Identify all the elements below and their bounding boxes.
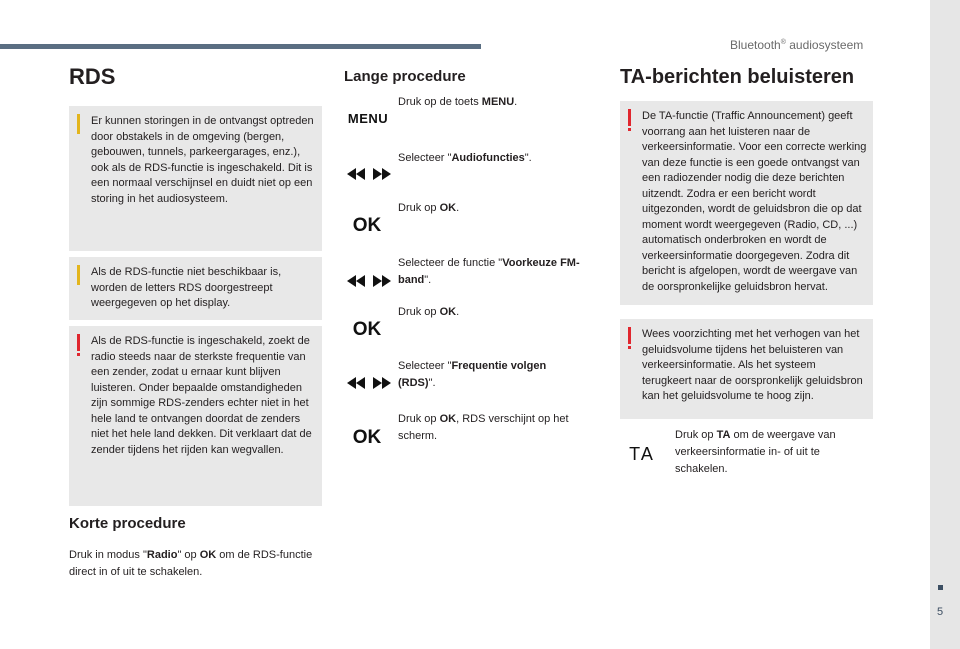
section-header: Bluetooth® audiosysteem xyxy=(730,38,864,52)
ok-button-icon: OK xyxy=(352,319,382,340)
info-icon xyxy=(77,265,80,285)
page-number: 5 xyxy=(937,606,944,618)
ta-warning-note-1 xyxy=(620,101,873,305)
lange-procedure-heading: Lange procedure xyxy=(344,68,466,85)
rds-heading: RDS xyxy=(69,64,116,89)
korte-procedure-text: Druk in modus "Radio" op OK om de RDS-functie direct in of uit te schakelen. xyxy=(69,549,313,578)
rds-warning-note xyxy=(69,326,322,506)
left-right-arrows-icon xyxy=(347,275,391,287)
step-7-text: Druk op OK, RDS verschijnt op het scherm. xyxy=(398,413,569,442)
left-right-arrows-icon xyxy=(347,168,391,180)
step-3-text: Druk op OK. xyxy=(398,202,460,214)
ta-step-text: Druk op TA om de weergave van verkeersinformatie in- of uit te schakelen. xyxy=(675,429,836,475)
menu-button-icon: MENU xyxy=(347,111,389,126)
note-text: Er kunnen storingen in de ontvangst optreden door obstakels in de omgeving (bergen, gebouwen, tunnels, parkeergarages, enz.), ook als de RDS-functie is ingeschakeld. Dit is een normaal verschijnsel en duidt niet op een storing in het audiosysteem. xyxy=(91,115,314,205)
warning-icon xyxy=(628,327,631,344)
header-rule xyxy=(0,44,481,49)
rds-info-note-2 xyxy=(69,257,322,320)
ta-warning-note-2 xyxy=(620,319,873,419)
continuation-marker xyxy=(938,585,943,590)
ok-button-icon: OK xyxy=(352,427,382,448)
note-text: Wees voorzichting met het verhogen van het geluidsvolume tijdens het beluisteren van verkeersinformatie. Als het systeem terugkeert naar de oorspronkelijk geluidsbron kan het geluidsvolume te hoog zijn. xyxy=(642,328,863,402)
step-6-text: Selecteer "Frequentie volgen (RDS)". xyxy=(398,360,547,389)
left-right-arrows-icon xyxy=(347,377,391,389)
ta-heading: TA-berichten beluisteren xyxy=(620,66,855,88)
ta-button-icon: TA xyxy=(629,444,655,464)
page-side-strip xyxy=(930,0,960,649)
note-text: Als de RDS-functie niet beschikbaar is, worden de letters RDS doorgestreept weergegeven op het display. xyxy=(91,266,282,309)
step-1-text: Druk op de toets MENU. xyxy=(398,96,518,108)
step-4-text: Selecteer de functie "Voorkeuze FM-band". xyxy=(398,257,580,286)
ok-button-icon: OK xyxy=(352,215,382,236)
step-5-text: Druk op OK. xyxy=(398,306,460,318)
note-text: De TA-functie (Traffic Announcement) geeft voorrang aan het luisteren naar de verkeersinformatie. Voor een correcte werking van deze functie is een goede ontvangst van een radiozender nodig die deze berichten uitzendt. Zodra er een bericht wordt uitgezonden, wordt de geluidsbron die op dat moment wordt weergegeven (Radio, CD, ...) automatisch onderbroken en wordt de verkeersinformatie doorgegeven. Zodra dit bericht is afgelopen, wordt de weergave van de oorspronkelijke geluidsbron hervat. xyxy=(642,110,867,293)
korte-procedure-heading: Korte procedure xyxy=(69,515,186,532)
warning-icon xyxy=(77,334,80,351)
note-text: Als de RDS-functie is ingeschakeld, zoekt de radio steeds naar de sterkste frequentie van een zender, zodat u ernaar kunt blijven luisteren. Onder bepaalde omstandigheden zijn sommige RDS-zenders echter niet in het hele land te ontvangen doordat de zenders niet het hele land dekken. Dit verklaart dat de zender tijdens het rijden kan wegvallen. xyxy=(91,335,312,456)
info-icon xyxy=(77,114,80,134)
warning-icon xyxy=(628,109,631,126)
step-2-text: Selecteer "Audiofuncties". xyxy=(398,152,532,164)
rds-info-note-1 xyxy=(69,106,322,251)
